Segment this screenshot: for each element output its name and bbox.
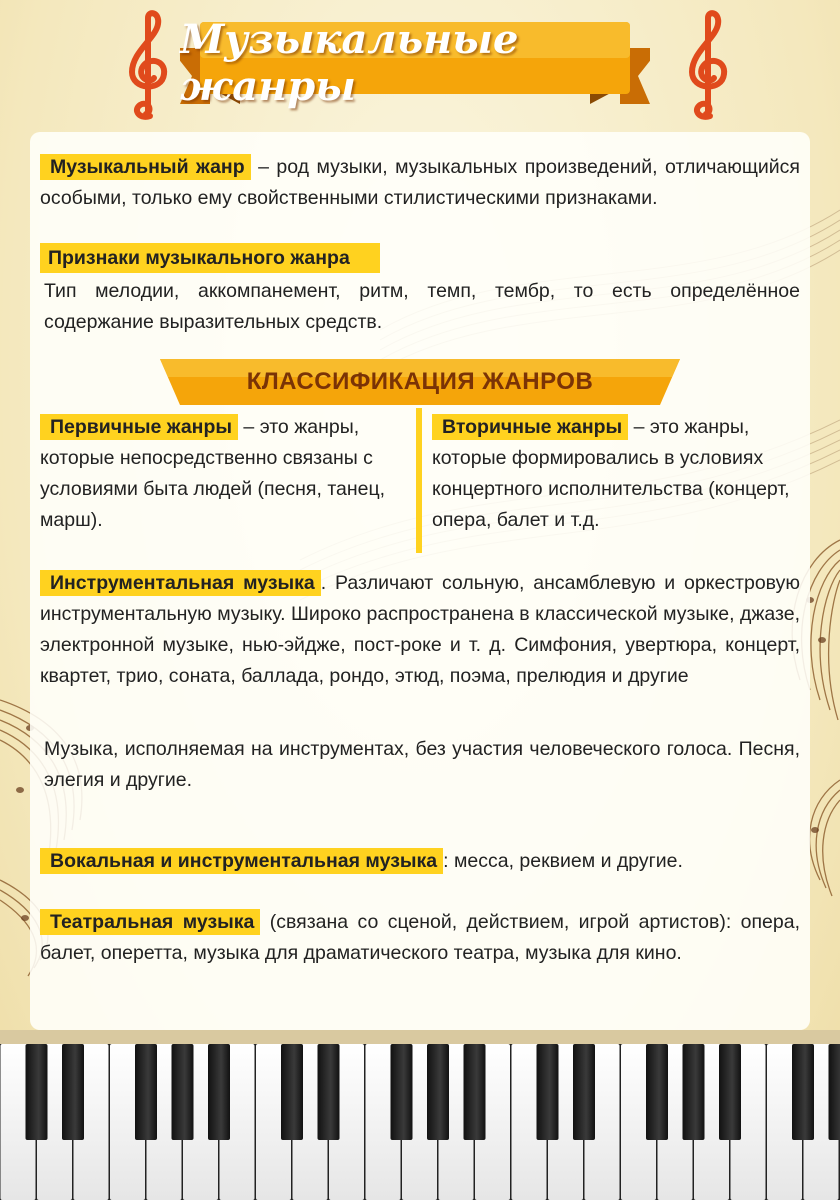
vocal-instrumental-paragraph [40, 846, 800, 877]
piano-black-key [172, 1044, 194, 1140]
treble-clef-icon [118, 8, 178, 128]
piano-black-key [683, 1044, 705, 1140]
piano-black-key [26, 1044, 48, 1140]
piano-black-key [646, 1044, 668, 1140]
piano-black-key [208, 1044, 230, 1140]
piano-black-key [829, 1044, 840, 1140]
piano-black-key [281, 1044, 303, 1140]
piano-black-key [427, 1044, 449, 1140]
piano-black-key [792, 1044, 814, 1140]
theatrical-term: Театральная музыка [40, 909, 260, 935]
theatrical-text: (связана со сценой, действием, игрой артистов): опера, балет, оперетта, музыка для драматического театра, музыка для кино. [40, 911, 801, 964]
definition-term: Музыкальный жанр [40, 154, 251, 180]
treble-clef-icon [678, 8, 738, 128]
theatrical-paragraph [40, 907, 800, 969]
piano-black-key [318, 1044, 340, 1140]
primary-text: – это жанры, которые непосредственно связаны с условиями быта людей (песня, танец, марш). [40, 416, 386, 531]
definition-paragraph [40, 152, 800, 214]
column-divider [416, 408, 422, 553]
instrumental-note: Музыка, исполняемая на инструментах, без участия человеческого голоса. Песня, элегия и другие. [44, 738, 800, 791]
signs-text: Тип мелодии, аккомпанемент, ритм, темп, тембр, то есть определённое содержание выразительных средств. [44, 280, 800, 333]
primary-term: Первичные жанры [40, 414, 238, 440]
piano-black-key [62, 1044, 84, 1140]
vocal-instrumental-text: : месса, реквием и другие. [443, 850, 683, 872]
piano-keyboard [0, 1030, 840, 1200]
secondary-term: Вторичные жанры [432, 414, 628, 440]
vocal-instrumental-term: Вокальная и инструментальная музыка [40, 848, 443, 874]
page-title: Музыкальные жанры [180, 16, 519, 110]
piano-black-key [391, 1044, 413, 1140]
piano-black-key [135, 1044, 157, 1140]
signs-heading: Признаки музыкального жанра [40, 243, 380, 273]
classification-heading: КЛАССИФИКАЦИЯ ЖАНРОВ [246, 368, 594, 395]
instrumental-text: . Различают сольную, ансамблевую и оркестровую инструментальную музыку. Широко распространена в классической музыке, джазе, электронной музыке, нью-эйдже, пост-роке и т. д. Симфония, увертюра, концерт, квартет, трио, соната, баллада, рондо, этюд, поэма, прелюдия и другие [40, 572, 800, 687]
piano-black-key [537, 1044, 559, 1140]
secondary-text: – это жанры, которые формировались в условиях концертного исполнительства (концерт, опера, балет и т.д. [432, 416, 790, 531]
definition-text: – род музыки, музыкальных произведений, отличающийся особыми, только ему свойственными стилистическими признаками. [40, 156, 800, 209]
primary-genres [40, 412, 390, 536]
instrumental-term: Инструментальная музыка [40, 570, 321, 596]
piano-black-key [573, 1044, 595, 1140]
piano-black-key [719, 1044, 741, 1140]
secondary-genres [432, 412, 802, 536]
instrumental-paragraph [40, 568, 800, 692]
piano-black-key [464, 1044, 486, 1140]
